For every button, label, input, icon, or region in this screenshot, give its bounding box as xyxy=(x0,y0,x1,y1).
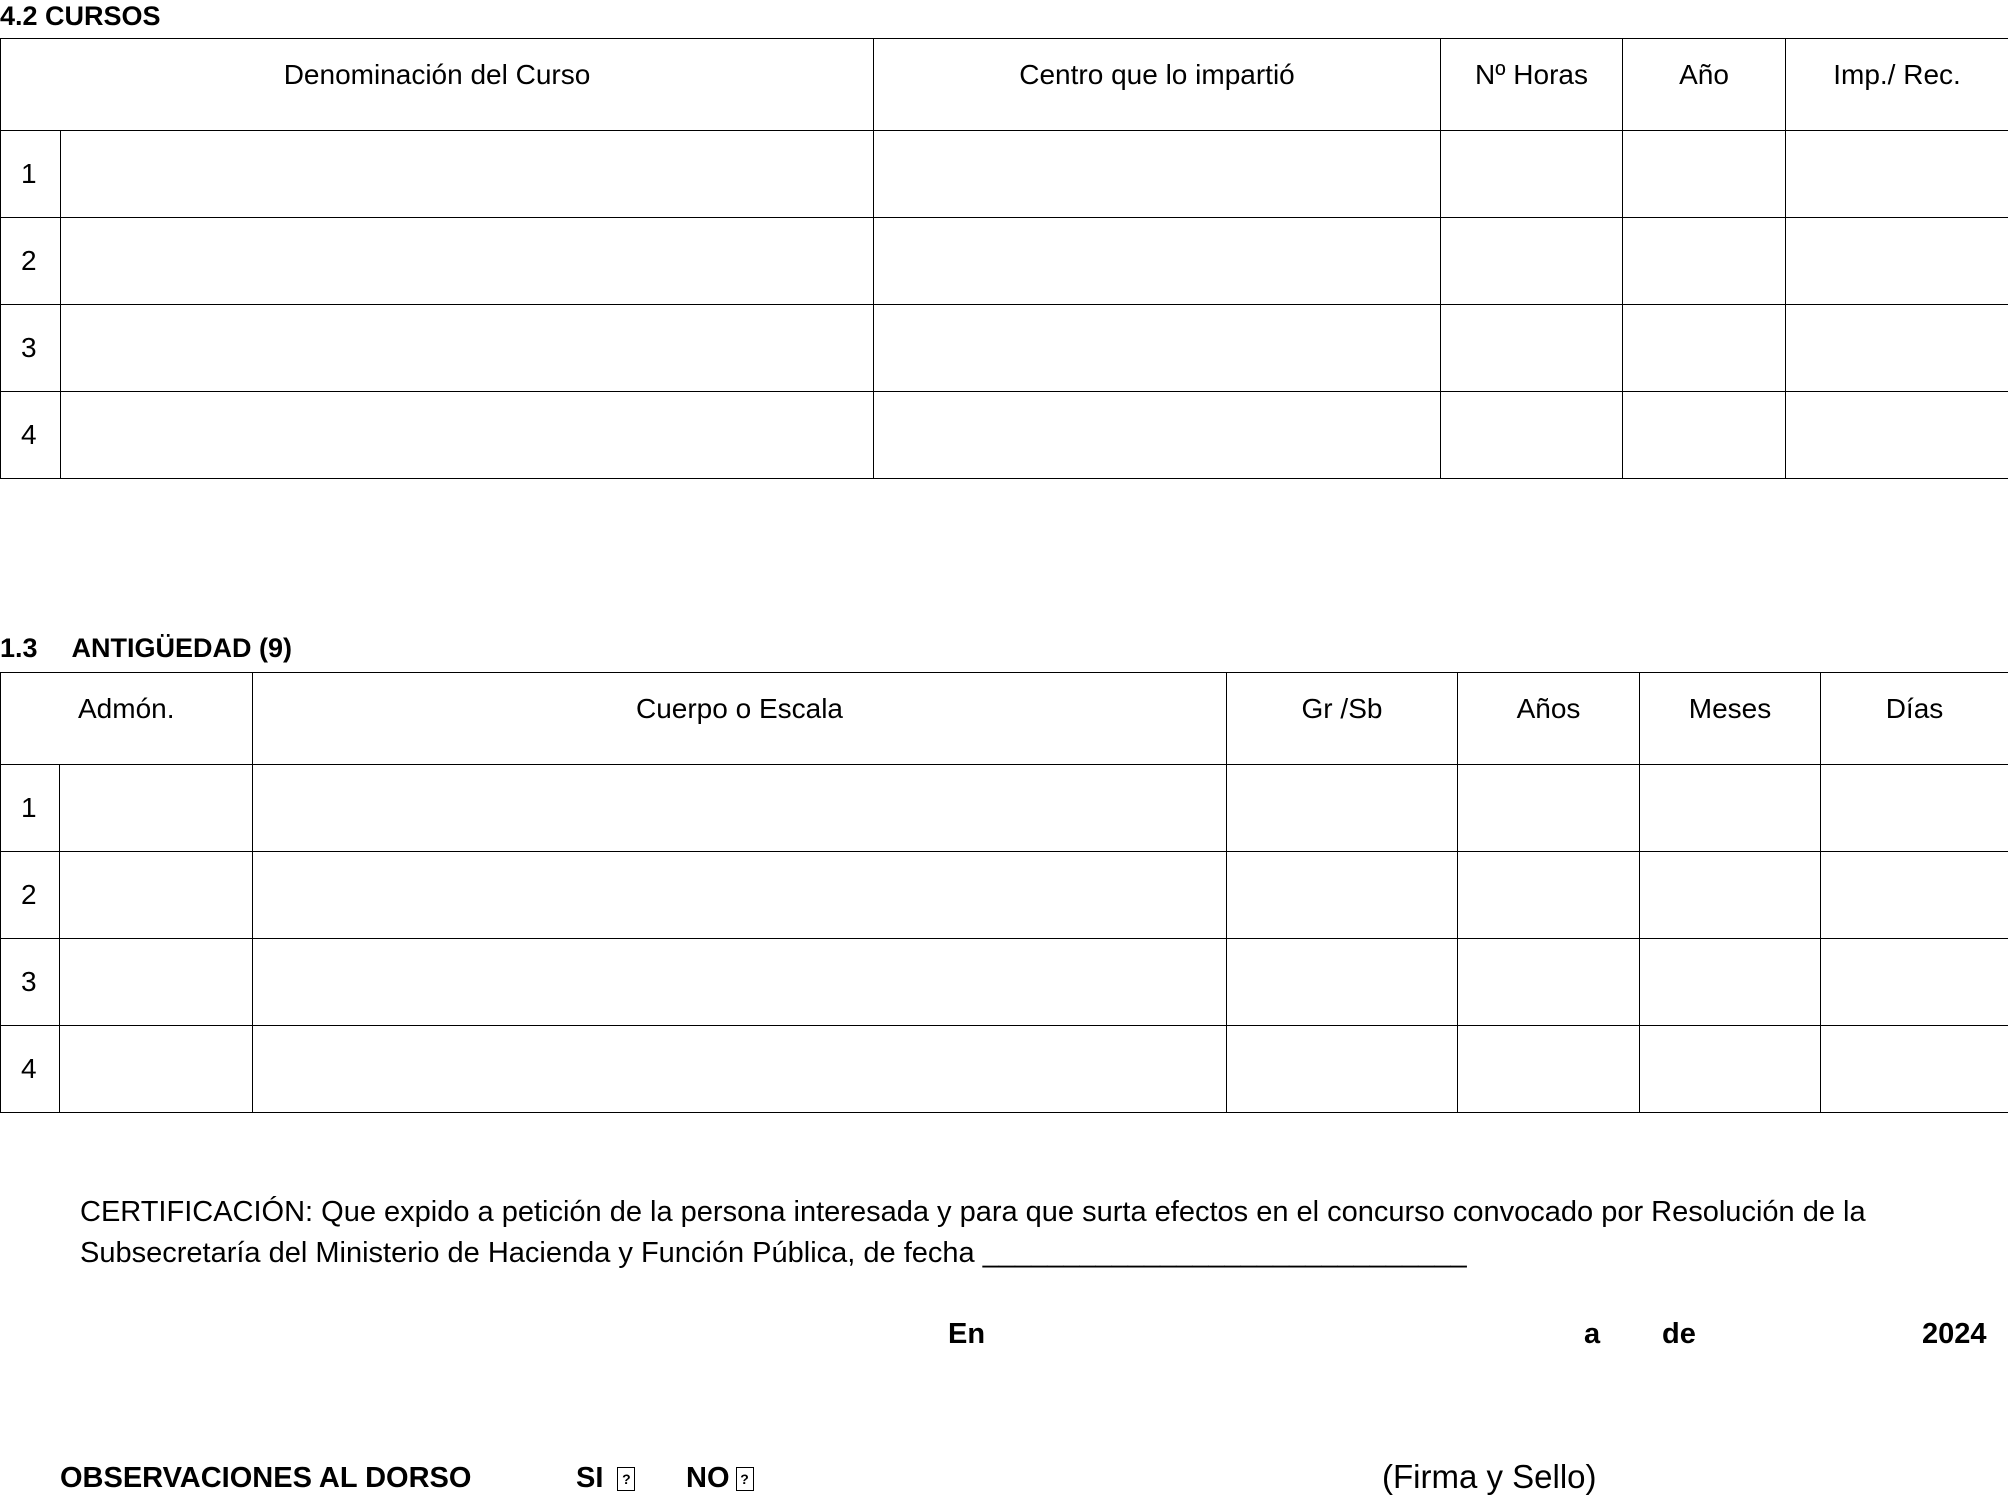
cell-anio[interactable] xyxy=(1623,218,1786,305)
cell-gr-sb[interactable] xyxy=(1227,939,1458,1026)
cell-dias[interactable] xyxy=(1821,939,2008,1026)
antiguedad-header-row xyxy=(1,673,2008,765)
si-checkbox[interactable]: ? xyxy=(617,1467,635,1491)
row-number: 2 xyxy=(1,218,61,305)
cell-anio[interactable] xyxy=(1623,305,1786,392)
cell-cuerpo-escala[interactable] xyxy=(253,852,1227,939)
cell-horas[interactable] xyxy=(1441,131,1623,218)
cell-meses[interactable] xyxy=(1640,852,1821,939)
col-centro-imparti: Centro que lo impartió xyxy=(874,39,1441,131)
table-row xyxy=(1,131,2008,218)
cell-horas[interactable] xyxy=(1441,305,1623,392)
antiguedad-table xyxy=(0,672,2008,1113)
row-number: 1 xyxy=(1,765,60,852)
cell-cuerpo-escala[interactable] xyxy=(253,765,1227,852)
no-checkbox[interactable]: ? xyxy=(736,1467,754,1491)
observations-no-option[interactable] xyxy=(686,1462,754,1495)
col-anios: Años xyxy=(1458,673,1640,765)
cell-centro[interactable] xyxy=(874,131,1441,218)
cell-imp-rec[interactable] xyxy=(1786,305,2008,392)
date-a-label: a xyxy=(1584,1318,1601,1350)
cell-denominacion[interactable] xyxy=(61,392,874,479)
cell-admon[interactable] xyxy=(60,852,253,939)
table-row xyxy=(1,305,2008,392)
place-en-label: En xyxy=(948,1318,986,1350)
cell-cuerpo-escala[interactable] xyxy=(253,939,1227,1026)
cell-denominacion[interactable] xyxy=(61,131,874,218)
cell-anios[interactable] xyxy=(1458,1026,1640,1113)
si-label: SI xyxy=(576,1462,604,1494)
cell-admon[interactable] xyxy=(60,765,253,852)
col-anio: Año xyxy=(1623,39,1786,131)
cell-anios[interactable] xyxy=(1458,765,1640,852)
col-dias: Días xyxy=(1821,673,2008,765)
row-number: 2 xyxy=(1,852,60,939)
cell-imp-rec[interactable] xyxy=(1786,392,2008,479)
cursos-table xyxy=(0,38,2008,479)
cell-meses[interactable] xyxy=(1640,765,1821,852)
cell-imp-rec[interactable] xyxy=(1786,131,2008,218)
certification-text: CERTIFICACIÓN: Que expido a petición de la persona interesada y para que surta efectos en el concurso convocado por Resolución de la Subsecretaría del Ministerio de Hacienda y Función Pública, de fecha ______________________________ xyxy=(80,1196,1866,1269)
cursos-heading: 4.2 CURSOS xyxy=(0,1,161,31)
cell-dias[interactable] xyxy=(1821,1026,2008,1113)
cell-dias[interactable] xyxy=(1821,852,2008,939)
cell-gr-sb[interactable] xyxy=(1227,1026,1458,1113)
row-number: 3 xyxy=(1,939,60,1026)
cell-meses[interactable] xyxy=(1640,1026,1821,1113)
observations-si-option[interactable] xyxy=(576,1462,635,1495)
cell-horas[interactable] xyxy=(1441,218,1623,305)
signature-label: (Firma y Sello) xyxy=(1382,1458,1597,1495)
cell-cuerpo-escala[interactable] xyxy=(253,1026,1227,1113)
cell-gr-sb[interactable] xyxy=(1227,852,1458,939)
col-admon: Admón. xyxy=(1,673,253,765)
table-row xyxy=(1,939,2008,1026)
col-imp-rec: Imp./ Rec. xyxy=(1786,39,2008,131)
date-year: 2024 xyxy=(1922,1318,1987,1350)
table-row xyxy=(1,218,2008,305)
row-number: 1 xyxy=(1,131,61,218)
col-meses: Meses xyxy=(1640,673,1821,765)
antiguedad-title: ANTIGÜEDAD (9) xyxy=(71,633,293,663)
no-label: NO xyxy=(686,1462,730,1494)
cell-centro[interactable] xyxy=(874,392,1441,479)
table-row xyxy=(1,1026,2008,1113)
col-denominacion-curso: Denominación del Curso xyxy=(1,39,874,131)
table-row xyxy=(1,852,2008,939)
cell-anio[interactable] xyxy=(1623,131,1786,218)
observations-label: OBSERVACIONES AL DORSO xyxy=(60,1462,472,1494)
cell-gr-sb[interactable] xyxy=(1227,765,1458,852)
cell-denominacion[interactable] xyxy=(61,218,874,305)
cell-admon[interactable] xyxy=(60,1026,253,1113)
table-row xyxy=(1,392,2008,479)
cell-meses[interactable] xyxy=(1640,939,1821,1026)
row-number: 4 xyxy=(1,392,61,479)
cell-admon[interactable] xyxy=(60,939,253,1026)
cell-centro[interactable] xyxy=(874,305,1441,392)
cell-denominacion[interactable] xyxy=(61,305,874,392)
cell-imp-rec[interactable] xyxy=(1786,218,2008,305)
cell-horas[interactable] xyxy=(1441,392,1623,479)
cell-anio[interactable] xyxy=(1623,392,1786,479)
col-horas: Nº Horas xyxy=(1441,39,1623,131)
date-de-label: de xyxy=(1662,1318,1696,1350)
cell-anios[interactable] xyxy=(1458,939,1640,1026)
col-cuerpo-escala: Cuerpo o Escala xyxy=(253,673,1227,765)
cell-anios[interactable] xyxy=(1458,852,1640,939)
row-number: 3 xyxy=(1,305,61,392)
table-row xyxy=(1,765,2008,852)
cursos-header-row xyxy=(1,39,2008,131)
cell-centro[interactable] xyxy=(874,218,1441,305)
col-gr-sb: Gr /Sb xyxy=(1227,673,1458,765)
cell-dias[interactable] xyxy=(1821,765,2008,852)
row-number: 4 xyxy=(1,1026,60,1113)
antiguedad-heading xyxy=(0,632,292,664)
antiguedad-number: 1.3 xyxy=(0,633,38,663)
